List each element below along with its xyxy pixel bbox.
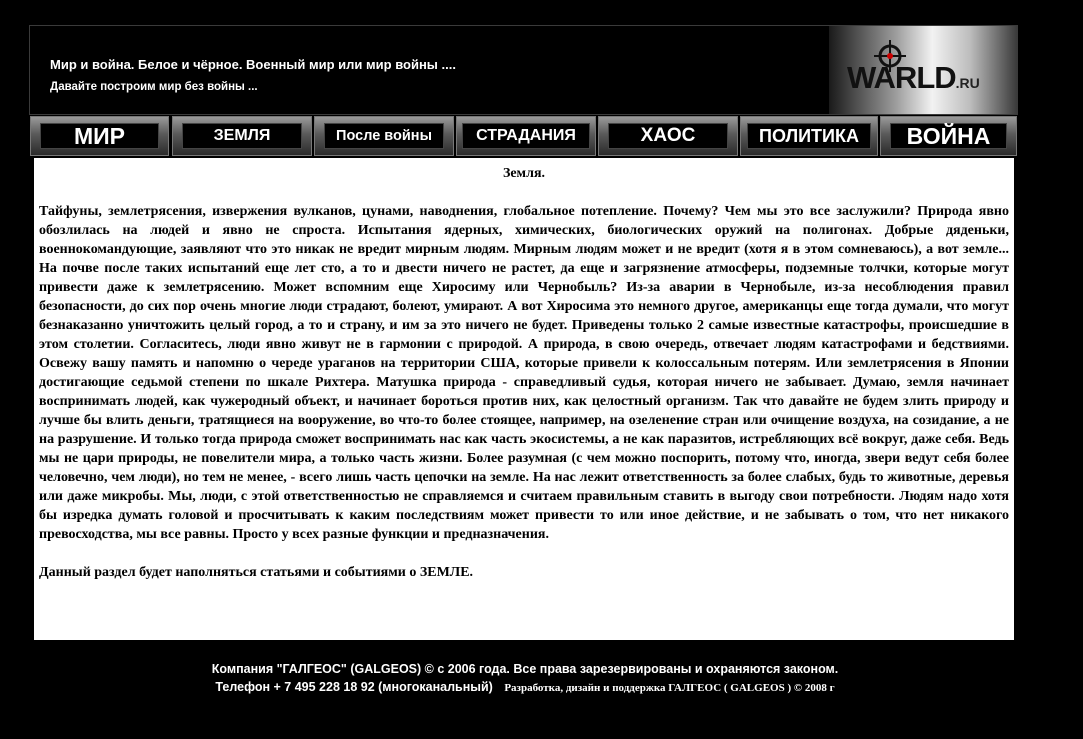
logo-suffix: .RU — [955, 75, 980, 91]
footer-phone: Телефон + 7 495 228 18 92 (многоканальный) — [215, 680, 493, 694]
footer-contacts — [0, 678, 1050, 697]
site-logo[interactable] — [829, 26, 1017, 114]
nav-item-voina[interactable] — [880, 116, 1017, 156]
nav-label[interactable]: ПОЛИТИКА — [747, 123, 871, 149]
nav-label[interactable]: ВОЙНА — [890, 123, 1007, 149]
site-subtitle: Давайте построим мир без войны ... — [50, 81, 258, 93]
footer-credit[interactable]: Разработка, дизайн и поддержка ГАЛГЕОС ( GALGEOS ) © 2008 г — [504, 682, 835, 694]
article-body: Тайфуны, землетрясения, извержения вулканов, цунами, наводнения, глобальное потепление. Почему? Чем мы это все заслужили? Природа явно обозлилась на людей и явно не спроста. Испытания ядерных, химических, биологических оружий на полигонах. Добрые дяденьки, военнокомандующие, заявляют что это никак не вредит мирным людям. Мирным людям может и не вредит (хотя я в этом сомневаюсь), а вот земле... На почве после таких испытаний еще лет сто, а то и двести ничего не растет, да еще и загрязнение атмосферы, подземные толчки, которые могут привести даже к землетрясению. Может вспомним еще Хиросиму или Чернобыль? Из-за аварии в Чернобыле, из-за несоблюдения правил безопасности, до сих пор очень многие люди страдают, болеют, умирают. А вот Хиросима это немного другое, американцы еще тогда думали, что могут безнаказанно уничтожить целый город, а то и страну, и им за это ничего не будет. Приведены только 2 самые известные катастрофы, происшедшие в этом столетии. Согласитесь, люди явно живут не в гармонии с природой. А природа, в свою очередь, отвечает людям катастрофами и бедствиями. Освежу вашу память и напомню о череде ураганов на территории США, которые привели к колоссальным потерям. Или землетрясения в Японии достигающие седьмой степени по шкале Рихтера. Матушка природа - справедливый судья, которая ничего не забывает. Думаю, земля начинает воспринимать людей, как чужеродный объект, и начинает бороться против них, как целостный организм. Так что давайте не будем злить природу и лучше бы влить деньги, тратящиеся на вооружение, во что-то более стоящее, например, на озеленение стран или очищение воздуха, на созидание, а не на разрушение. И только тогда природа сможет воспринимать нас как часть экосистемы, а не как паразитов, истребляющих всё вокруг, даже себя. Ведь мы не цари природы, не повелители мира, а только часть жизни. Более разумная (с чем можно поспорить, потому что, иногда, звери ведут себя более человечно, чем люди), но тем не менее, - всего лишь часть цепочки на земле. На нас лежит ответственность за более слабых, будь то животные, деревья или даже микробы. Мы, люди, с этой ответственностью не справляемся и считаем правильным ставить в выгоду свои потребности. Людям надо хотя бы изредка думать головой и просчитывать к каким последствиям может привести то или иное действие, и не забывать о том, что нет никакого превосходства, мы все равны. Просто у всех разные функции и предназначения. — [39, 204, 1009, 542]
nav-label[interactable]: После войны — [324, 123, 444, 149]
nav-item-zemlya[interactable] — [172, 116, 312, 156]
nav-label[interactable]: МИР — [40, 123, 159, 149]
site-header — [29, 25, 1018, 115]
nav-item-mir[interactable] — [30, 116, 169, 156]
site-title: Мир и война. Белое и чёрное. Военный мир или мир войны .... — [50, 57, 456, 72]
nav-label[interactable]: ХАОС — [608, 123, 728, 149]
article-note: Данный раздел будет наполняться статьями и событиями о ЗЕМЛЕ. — [39, 565, 474, 580]
article-title: Земля. — [502, 166, 546, 181]
logo-wordmark: WARLD — [847, 60, 956, 95]
nav-label[interactable]: СТРАДАНИЯ — [462, 123, 590, 149]
site-footer — [0, 660, 1050, 697]
article — [34, 158, 1014, 640]
main-nav — [29, 115, 1018, 157]
nav-item-stradaniya[interactable] — [456, 116, 596, 156]
nav-label[interactable]: ЗЕМЛЯ — [182, 123, 302, 149]
nav-item-posle-voiny[interactable] — [314, 116, 454, 156]
logo-text — [847, 60, 980, 96]
footer-copyright: Компания "ГАЛГЕОС" (GALGEOS) © с 2006 года. Все права зарезервированы и охраняются законом. — [211, 662, 839, 676]
nav-item-haos[interactable] — [598, 116, 738, 156]
nav-item-politika[interactable] — [740, 116, 878, 156]
